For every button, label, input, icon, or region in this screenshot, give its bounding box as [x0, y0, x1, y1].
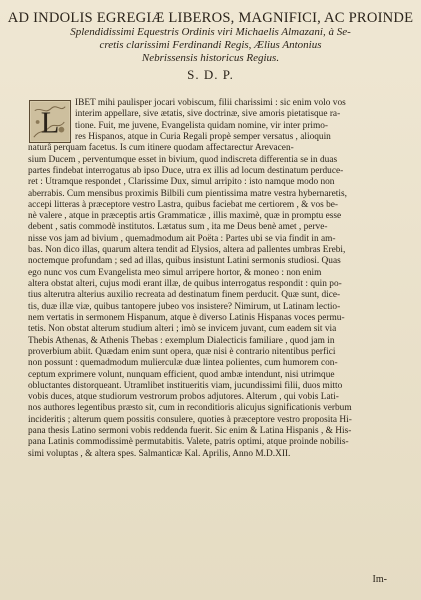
body-line: Thebis Athenas, & Athenis Thebas : exemplum Dialecticis familiare , quod jam in [28, 335, 335, 346]
heading-line-2: Splendidissimi Equestris Ordinis viri Michaelis Almazani, à Se- [70, 26, 351, 38]
body-line: aberrabis. Cum mensibus proximis Bilbili cum pientissima matre vestra hybernaretis, [28, 188, 347, 199]
body-line: non possunt : quemadmodum mulierculæ duæ lintea polientes, cum humorem con- [28, 358, 338, 369]
body-line: ret : Utramque respondet , Clarissime Dux, simul arripito : isto namque modo non [28, 177, 335, 188]
body-line: tione. Fuit, me juvene, Evangelista quidam nomine, vir inter primo- [75, 120, 329, 131]
letter-body [28, 98, 402, 460]
heading-line-3: cretis clarissimi Ferdinandi Regis, Ælius Antonius [99, 39, 322, 51]
body-line: incideritis ; alterum quem possitis consulere, quoties à præceptore vestro proposita Hi- [28, 414, 352, 425]
catchword: Im- [372, 574, 387, 585]
body-line: tetis. Non obstat alterum studium alteri ; imò se invicem juvant, cum eadem sit via [28, 324, 337, 335]
body-line: tius alterutra alterius auxilio recreata ad destinatum finem perducit. Quæ sunt, dice- [28, 290, 341, 301]
body-line: nos authores legentibus præsto sit, cum in reconditioris alicujus significationis verbum [28, 403, 352, 414]
body-line: nem vertatis in sermonem Hispanum, atque è diverso Latinis Hispanas voces permu- [28, 312, 345, 323]
dedication-heading [0, 10, 421, 82]
body-line: ceptum exprimere volunt, nunquam efficient, quod ambæ intendunt, nisi utrimque [28, 369, 335, 380]
body-line: accepi litteras à præceptore vestro Lastra, quibus faciebat me certiorem , & vos be- [28, 199, 339, 210]
heading-salutation: S. D. P. [187, 67, 234, 82]
body-line: naturâ perquam facetus. Is cum itinere quodam affectarectur Arevacen- [28, 143, 294, 154]
heading-line-1: AD INDOLIS EGREGIÆ LIBEROS, MAGNIFICI, AC PROINDE [7, 10, 414, 26]
body-line: ego nunc vos cum Evangelista meo simul arripere hortor, & moneo : non enim [28, 267, 322, 278]
body-line: interim appellare, sive ætatis, sive doctrinæ, sive amoris pietatisque ra- [75, 109, 341, 120]
body-line: sium Ducem , perventumque esset in bivium, quod indiscreta differentia se in duas [28, 154, 338, 165]
heading-line-4: Nebrissensis historicus Regius. [141, 52, 280, 64]
body-line: proverbium abiit. Quædam enim sunt opera, quæ nisi è contrario nitentibus perfici [28, 346, 336, 357]
body-line: nè valere , atque in præceptis artis Grammaticæ , illis maximè, quæ in promptu esse [28, 211, 342, 222]
body-line: tis, duæ illæ viæ, quibus tantopere jubeo vos insistere? Nimirum, ut Latinam lectio- [28, 301, 341, 312]
body-line: partes findebat interrogatus ab ipso Duce, utra ex illis ad locum destinatum perduce- [28, 165, 344, 176]
body-line: debent , satis commodè institutos. Lætatus sum , ita me Deus benè amet , perve- [28, 222, 328, 233]
body-line: simi voluptas , & altera spes. Salmanticæ Kal. Aprilis, Anno M.D.XII. [28, 448, 291, 459]
svg-text:L: L [40, 105, 60, 140]
body-line: noctemque profundam ; sed ad illas, quibus insistunt Latini sermonis studiosi. Quas [28, 256, 341, 267]
body-line: pana thesis Latino sermoni vobis reddenda fuerit. Sic enim & Latina Hispanis , & His- [28, 426, 352, 437]
body-line: altera obstat alteri, cujus modi erant illæ, de quibus interrogatus respondit : quin po- [28, 279, 342, 289]
body-line: vobis duces, atque studiorum vestrorum probos adjutores. Alterum , qui vobis Lati- [28, 392, 339, 403]
body-line: bas. Non dico illas, quarum altera tendit ad Elysios, altera ad pallentes umbras Erebi, [28, 245, 346, 256]
body-line: nisse vos jam ad bivium , quemadmodum ait Poëta : Partes ubi se via findit in am- [28, 233, 336, 244]
body-line: IBET mihi paulisper jocari vobiscum, filii charissimi : sic enim volo vos [75, 98, 346, 108]
body-line: res Hispanos, atque in Curia Regali propè semper versatus , alioquin [75, 131, 331, 142]
body-line: pana Latinis commodissimè permutabitis. Valete, patris optimi, atque proinde nobilis- [28, 437, 349, 448]
body-line: obluctantes distorqueant. Utramlibet institueritis viam, jucundissimi filii, duos mitto [28, 380, 343, 391]
